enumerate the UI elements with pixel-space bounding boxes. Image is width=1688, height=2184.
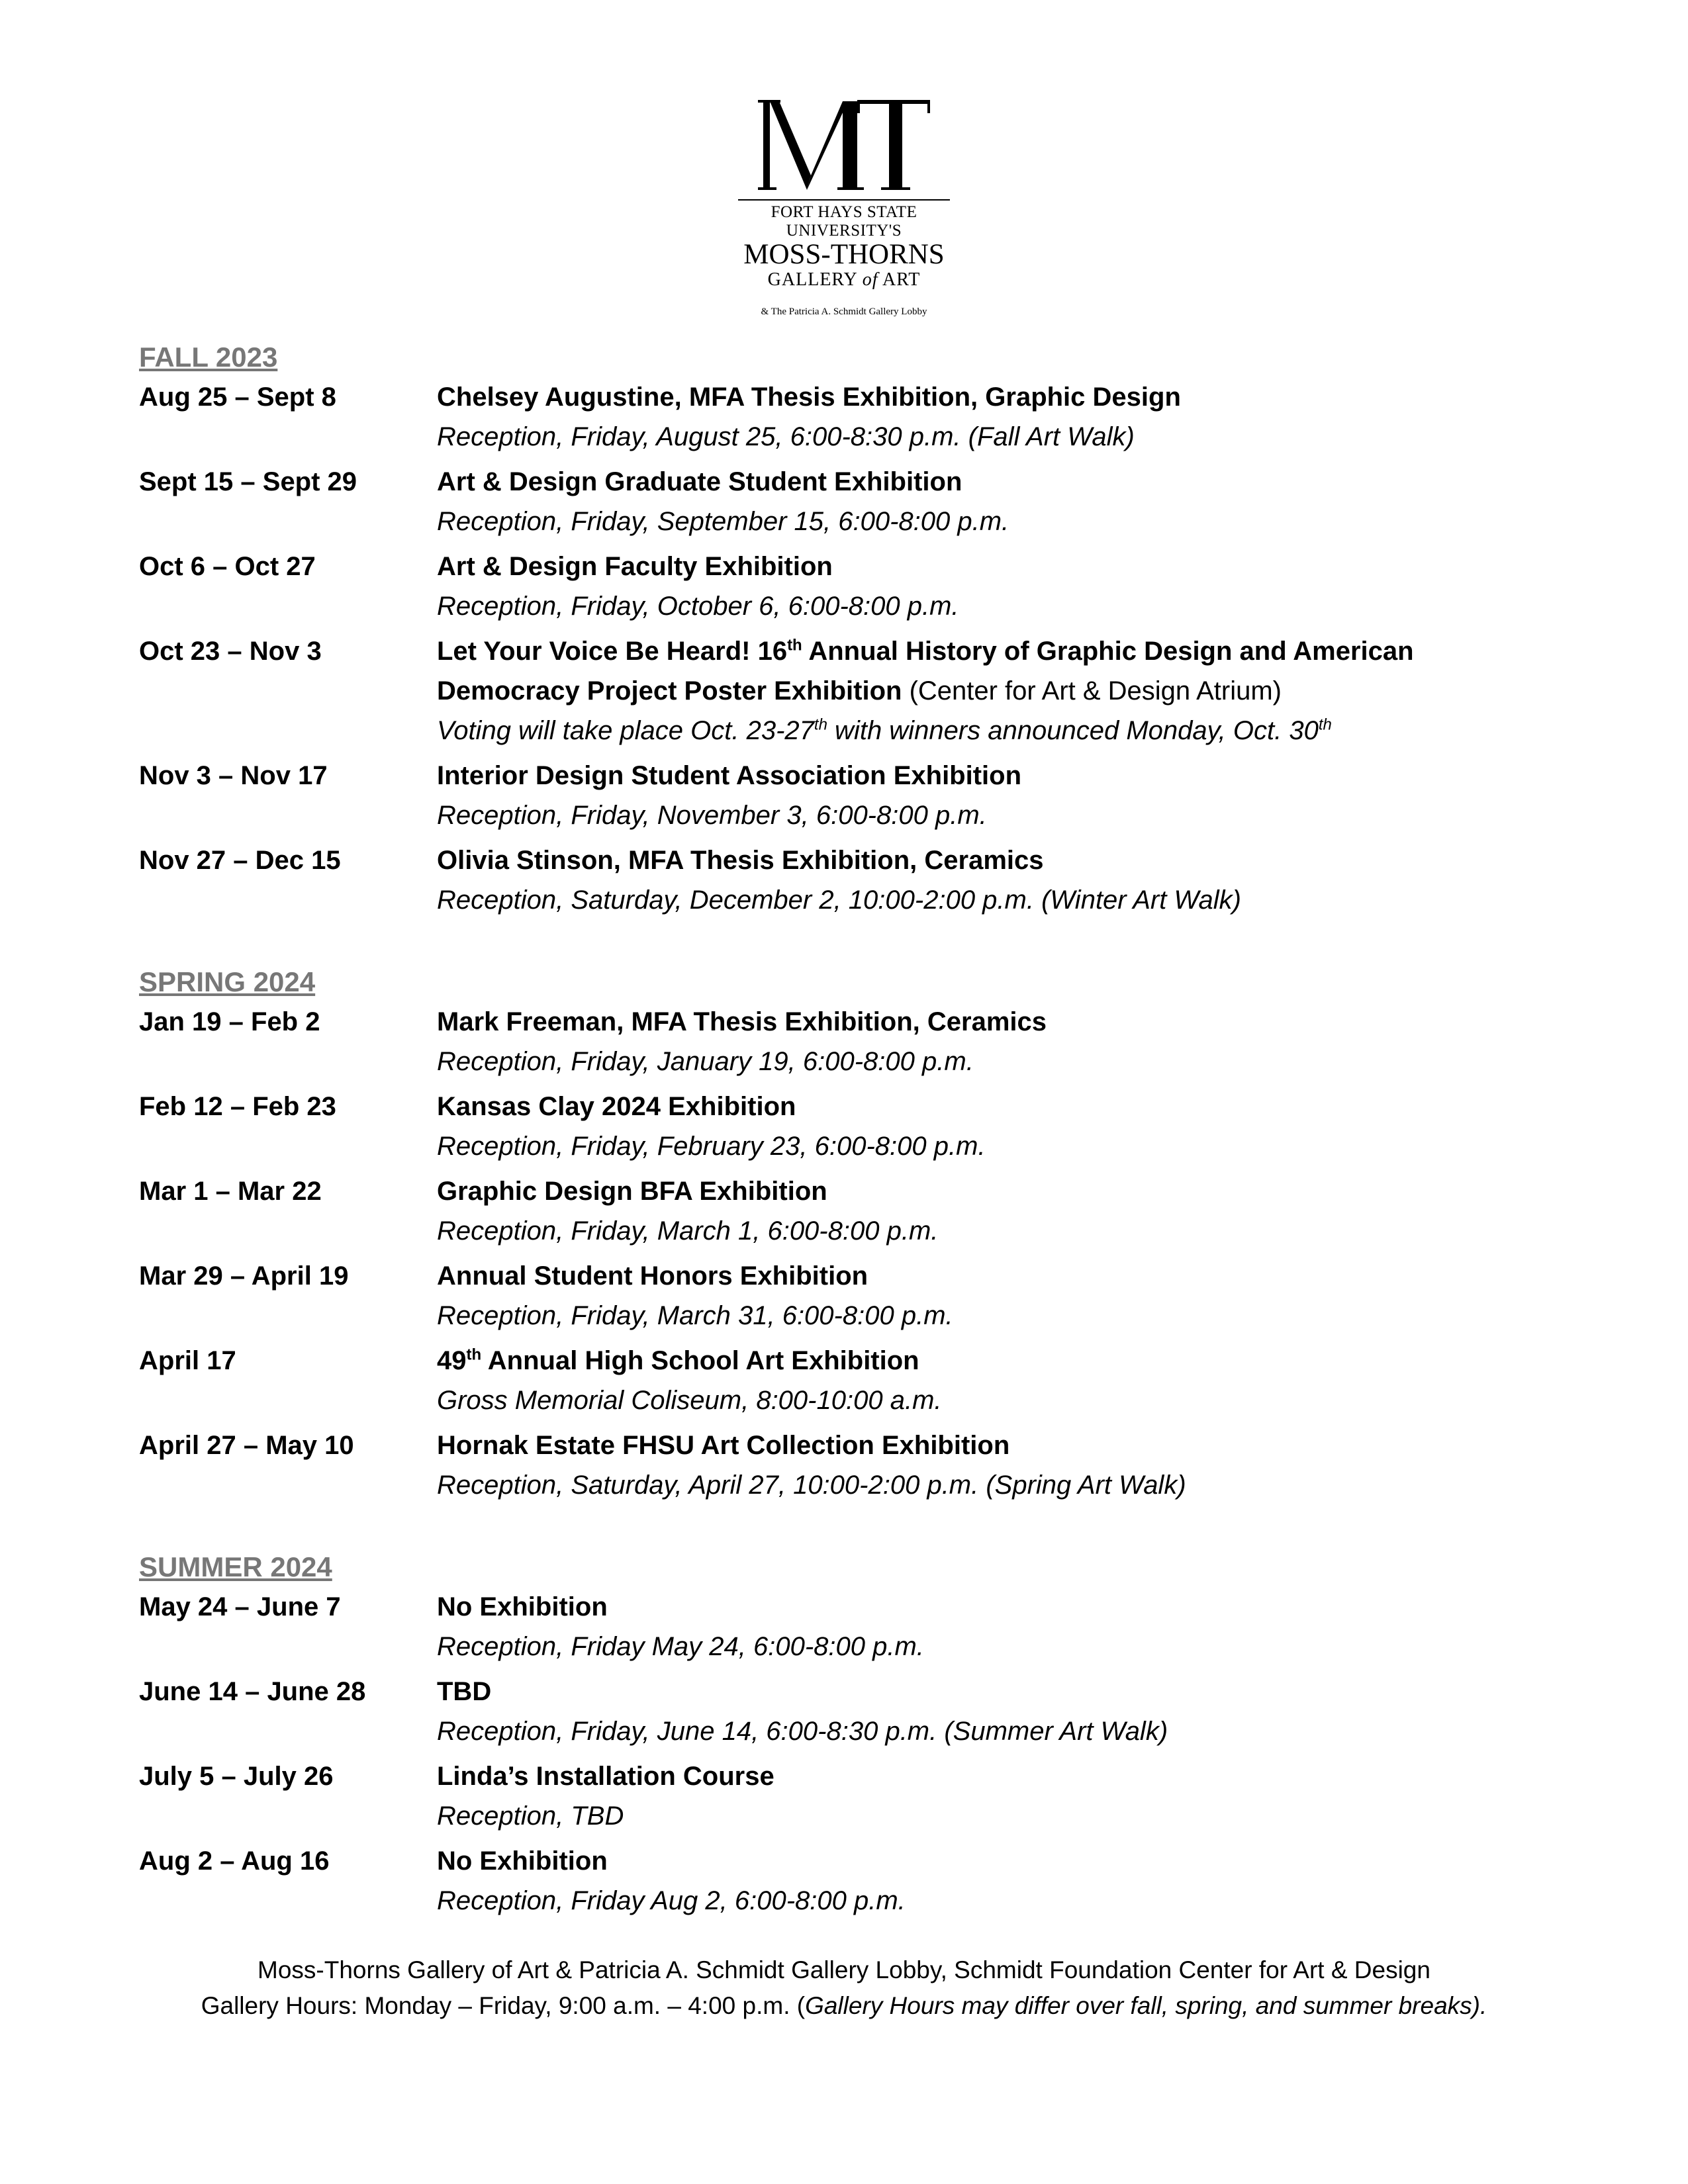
row-description [437, 841, 1562, 920]
row-date: Nov 3 – Nov 17 [139, 761, 328, 790]
row-reception: Reception, Friday, November 3, 6:00-8:00 p.m. [437, 801, 987, 830]
schedule-row [139, 756, 1562, 835]
row-title: Graphic Design BFA Exhibition [437, 1177, 827, 1206]
schedule-row [139, 1587, 1562, 1666]
row-date: Feb 12 – Feb 23 [139, 1092, 336, 1121]
row-date: Aug 2 – Aug 16 [139, 1846, 330, 1876]
logo-gallery-subtitle: GALLERY of ART [767, 269, 921, 290]
row-title: No Exhibition [437, 1592, 608, 1621]
row-reception: Reception, Friday May 24, 6:00-8:00 p.m. [437, 1632, 924, 1661]
row-title: Kansas Clay 2024 Exhibition [437, 1092, 796, 1121]
section-fall-2023 [139, 338, 1562, 920]
row-reception: Reception, Friday, October 6, 6:00-8:00 p.m. [437, 592, 959, 621]
row-date: Oct 23 – Nov 3 [139, 637, 322, 666]
row-date: April 17 [139, 1346, 236, 1375]
row-date: Jan 19 – Feb 2 [139, 1007, 320, 1036]
row-reception: Reception, Friday Aug 2, 6:00-8:00 p.m. [437, 1886, 906, 1915]
schedule-row [139, 1841, 1562, 1921]
row-description [437, 1672, 1562, 1751]
section-title: SUMMER 2024 [139, 1551, 332, 1582]
row-date: May 24 – June 7 [139, 1592, 341, 1621]
schedule-row [139, 1256, 1562, 1336]
row-title: Art & Design Faculty Exhibition [437, 552, 833, 581]
row-title: Olivia Stinson, MFA Thesis Exhibition, Ceramics [437, 846, 1044, 875]
row-date: Nov 27 – Dec 15 [139, 846, 341, 875]
row-description [437, 547, 1562, 626]
schedule-row [139, 1087, 1562, 1166]
row-description [437, 1841, 1562, 1921]
mt-monogram-logo [758, 96, 930, 195]
row-date: July 5 – July 26 [139, 1762, 334, 1791]
row-date: Sept 15 – Sept 29 [139, 467, 357, 496]
row-title: Art & Design Graduate Student Exhibition [437, 467, 962, 496]
schedule-row [139, 1426, 1562, 1505]
row-date: Aug 25 – Sept 8 [139, 383, 336, 412]
schedule-row [139, 1171, 1562, 1251]
row-reception: Reception, Friday, February 23, 6:00-8:00 p.m. [437, 1132, 986, 1161]
row-title-continued: Democracy Project Poster Exhibition (Center for Art & Design Atrium) [437, 676, 1282, 705]
row-date: Oct 6 – Oct 27 [139, 552, 316, 581]
row-description [437, 377, 1562, 457]
footer-hours: Gallery Hours: Monday – Friday, 9:00 a.m. – 4:00 p.m. (Gallery Hours may differ over fall, spring, and summer breaks). [201, 1992, 1487, 2019]
section-summer-2024 [139, 1547, 1562, 1921]
row-description [437, 1256, 1562, 1336]
logo-divider [738, 199, 950, 201]
schedule-row [139, 1672, 1562, 1751]
schedule-row [139, 1002, 1562, 1081]
row-date: April 27 – May 10 [139, 1431, 354, 1460]
row-reception: Reception, Friday, March 1, 6:00-8:00 p.m. [437, 1216, 939, 1246]
row-title: Annual Student Honors Exhibition [437, 1261, 868, 1291]
row-title: Chelsey Augustine, MFA Thesis Exhibition, Graphic Design [437, 383, 1181, 412]
footer-location: Moss-Thorns Gallery of Art & Patricia A. Schmidt Gallery Lobby, Schmidt Foundation Center for Art & Design [258, 1956, 1430, 1983]
row-reception: Reception, Friday, March 31, 6:00-8:00 p.m. [437, 1301, 953, 1330]
row-date: Mar 1 – Mar 22 [139, 1177, 322, 1206]
row-title: Let Your Voice Be Heard! 16th Annual History of Graphic Design and American [437, 636, 1414, 666]
schedule-row [139, 631, 1562, 751]
row-date: June 14 – June 28 [139, 1677, 366, 1706]
schedule-row [139, 1756, 1562, 1836]
logo-gallery-name: MOSS-THORNS [743, 239, 945, 270]
row-reception: Reception, Saturday, December 2, 10:00-2:00 p.m. (Winter Art Walk) [437, 886, 1241, 915]
logo-university: FORT HAYS STATE UNIVERSITY'S [771, 203, 917, 240]
row-title: 49th Annual High School Art Exhibition [437, 1345, 919, 1375]
row-date: Mar 29 – April 19 [139, 1261, 349, 1291]
row-description [437, 1171, 1562, 1251]
row-description [437, 1341, 1562, 1420]
schedule-row [139, 377, 1562, 457]
gallery-logo [725, 96, 963, 318]
row-description [437, 1002, 1562, 1081]
section-spring-2024 [139, 962, 1562, 1505]
schedule-row [139, 1341, 1562, 1420]
row-reception: Reception, Friday, June 14, 6:00-8:30 p.m. (Summer Art Walk) [437, 1717, 1168, 1746]
row-title: TBD [437, 1677, 492, 1706]
section-title: FALL 2023 [139, 341, 278, 373]
schedule-row [139, 841, 1562, 920]
row-title: Mark Freeman, MFA Thesis Exhibition, Ceramics [437, 1007, 1047, 1036]
row-voting-note: Voting will take place Oct. 23-27th with winners announced Monday, Oct. 30th [437, 715, 1332, 745]
row-title: Linda’s Installation Course [437, 1762, 774, 1791]
row-description [437, 756, 1562, 835]
row-title: Interior Design Student Association Exhibition [437, 761, 1022, 790]
row-reception: Gross Memorial Coliseum, 8:00-10:00 a.m. [437, 1386, 942, 1415]
row-description [437, 1756, 1562, 1836]
row-description [437, 1426, 1562, 1505]
schedule-row [139, 547, 1562, 626]
row-description [437, 631, 1562, 751]
row-title: No Exhibition [437, 1846, 608, 1876]
row-description [437, 462, 1562, 541]
exhibition-schedule [139, 338, 1562, 1963]
page-footer [0, 1952, 1688, 2024]
row-reception: Reception, TBD [437, 1801, 624, 1831]
row-description [437, 1087, 1562, 1166]
row-reception: Reception, Friday, January 19, 6:00-8:00 p.m. [437, 1047, 974, 1076]
row-description [437, 1587, 1562, 1666]
section-title: SPRING 2024 [139, 966, 316, 997]
row-reception: Reception, Friday, August 25, 6:00-8:30 p.m. (Fall Art Walk) [437, 422, 1135, 451]
row-reception: Reception, Saturday, April 27, 10:00-2:00 p.m. (Spring Art Walk) [437, 1471, 1186, 1500]
row-title: Hornak Estate FHSU Art Collection Exhibition [437, 1431, 1010, 1460]
logo-lobby-line: & The Patricia A. Schmidt Gallery Lobby [761, 306, 927, 317]
row-reception: Reception, Friday, September 15, 6:00-8:00 p.m. [437, 507, 1009, 536]
schedule-row [139, 462, 1562, 541]
